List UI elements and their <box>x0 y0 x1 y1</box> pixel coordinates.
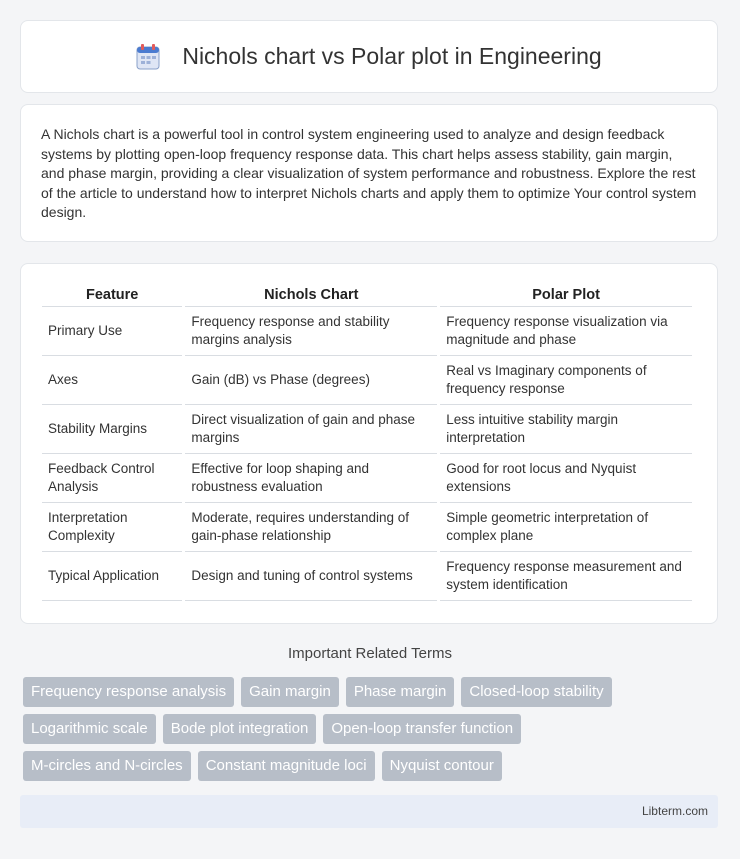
intro-paragraph: A Nichols chart is a powerful tool in control system engineering used to analyze and design feedback systems by plotting open-loop frequency response data. This chart helps assess stability, gain margin, and phase margin, providing a clear visualization of system performance and robustness. Explore the rest of the article to understand how to interpret Nichols charts and apply them to optimize Your control system design. <box>41 126 697 221</box>
table-row <box>42 552 692 601</box>
tag-logarithmic-scale[interactable]: Logarithmic scale <box>23 714 156 744</box>
header-polar-plot: Polar Plot <box>440 284 692 307</box>
intro-card <box>20 104 718 242</box>
cell-feature: Primary Use <box>42 307 182 356</box>
related-terms <box>23 677 723 788</box>
footer <box>20 795 718 828</box>
header-feature: Feature <box>42 284 182 307</box>
tag-constant-magnitude-loci[interactable]: Constant magnitude loci <box>198 751 375 781</box>
cell-nichols: Design and tuning of control systems <box>185 552 437 601</box>
cell-feature: Axes <box>42 356 182 405</box>
tag-m-circles-and-n-circles[interactable]: M-circles and N-circles <box>23 751 191 781</box>
table-row <box>42 503 692 552</box>
comparison-table <box>39 284 695 601</box>
cell-feature: Interpretation Complexity <box>42 503 182 552</box>
cell-nichols: Effective for loop shaping and robustness evaluation <box>185 454 437 503</box>
cell-polar: Frequency response visualization via magnitude and phase <box>440 307 692 356</box>
cell-polar: Less intuitive stability margin interpretation <box>440 405 692 454</box>
tag-phase-margin[interactable]: Phase margin <box>346 677 455 707</box>
tag-row <box>23 751 723 781</box>
cell-nichols: Frequency response and stability margins analysis <box>185 307 437 356</box>
cell-feature: Feedback Control Analysis <box>42 454 182 503</box>
table-header-row <box>42 284 692 307</box>
tag-bode-plot-integration[interactable]: Bode plot integration <box>163 714 317 744</box>
page-title: Nichols chart vs Polar plot in Engineering <box>182 43 602 69</box>
cell-nichols: Gain (dB) vs Phase (degrees) <box>185 356 437 405</box>
tag-row <box>23 714 723 744</box>
tag-frequency-response-analysis[interactable]: Frequency response analysis <box>23 677 234 707</box>
cell-polar: Real vs Imaginary components of frequency response <box>440 356 692 405</box>
cell-nichols: Direct visualization of gain and phase margins <box>185 405 437 454</box>
cell-feature: Stability Margins <box>42 405 182 454</box>
cell-polar: Frequency response measurement and system identification <box>440 552 692 601</box>
tag-closed-loop-stability[interactable]: Closed-loop stability <box>461 677 611 707</box>
tag-row <box>23 677 723 707</box>
comparison-card <box>20 263 718 624</box>
related-terms-heading: Important Related Terms <box>288 645 452 662</box>
tag-open-loop-transfer-function[interactable]: Open-loop transfer function <box>323 714 521 744</box>
footer-site-link[interactable]: Libterm.com <box>641 804 708 818</box>
table-row <box>42 356 692 405</box>
cell-feature: Typical Application <box>42 552 182 601</box>
calendar-icon <box>136 44 160 70</box>
table-row <box>42 454 692 503</box>
title-card <box>20 20 718 93</box>
table-row <box>42 307 692 356</box>
tag-gain-margin[interactable]: Gain margin <box>241 677 339 707</box>
cell-polar: Simple geometric interpretation of complex plane <box>440 503 692 552</box>
tag-nyquist-contour[interactable]: Nyquist contour <box>382 751 502 781</box>
cell-polar: Good for root locus and Nyquist extensions <box>440 454 692 503</box>
table-row <box>42 405 692 454</box>
header-nichols-chart: Nichols Chart <box>185 284 437 307</box>
cell-nichols: Moderate, requires understanding of gain-phase relationship <box>185 503 437 552</box>
